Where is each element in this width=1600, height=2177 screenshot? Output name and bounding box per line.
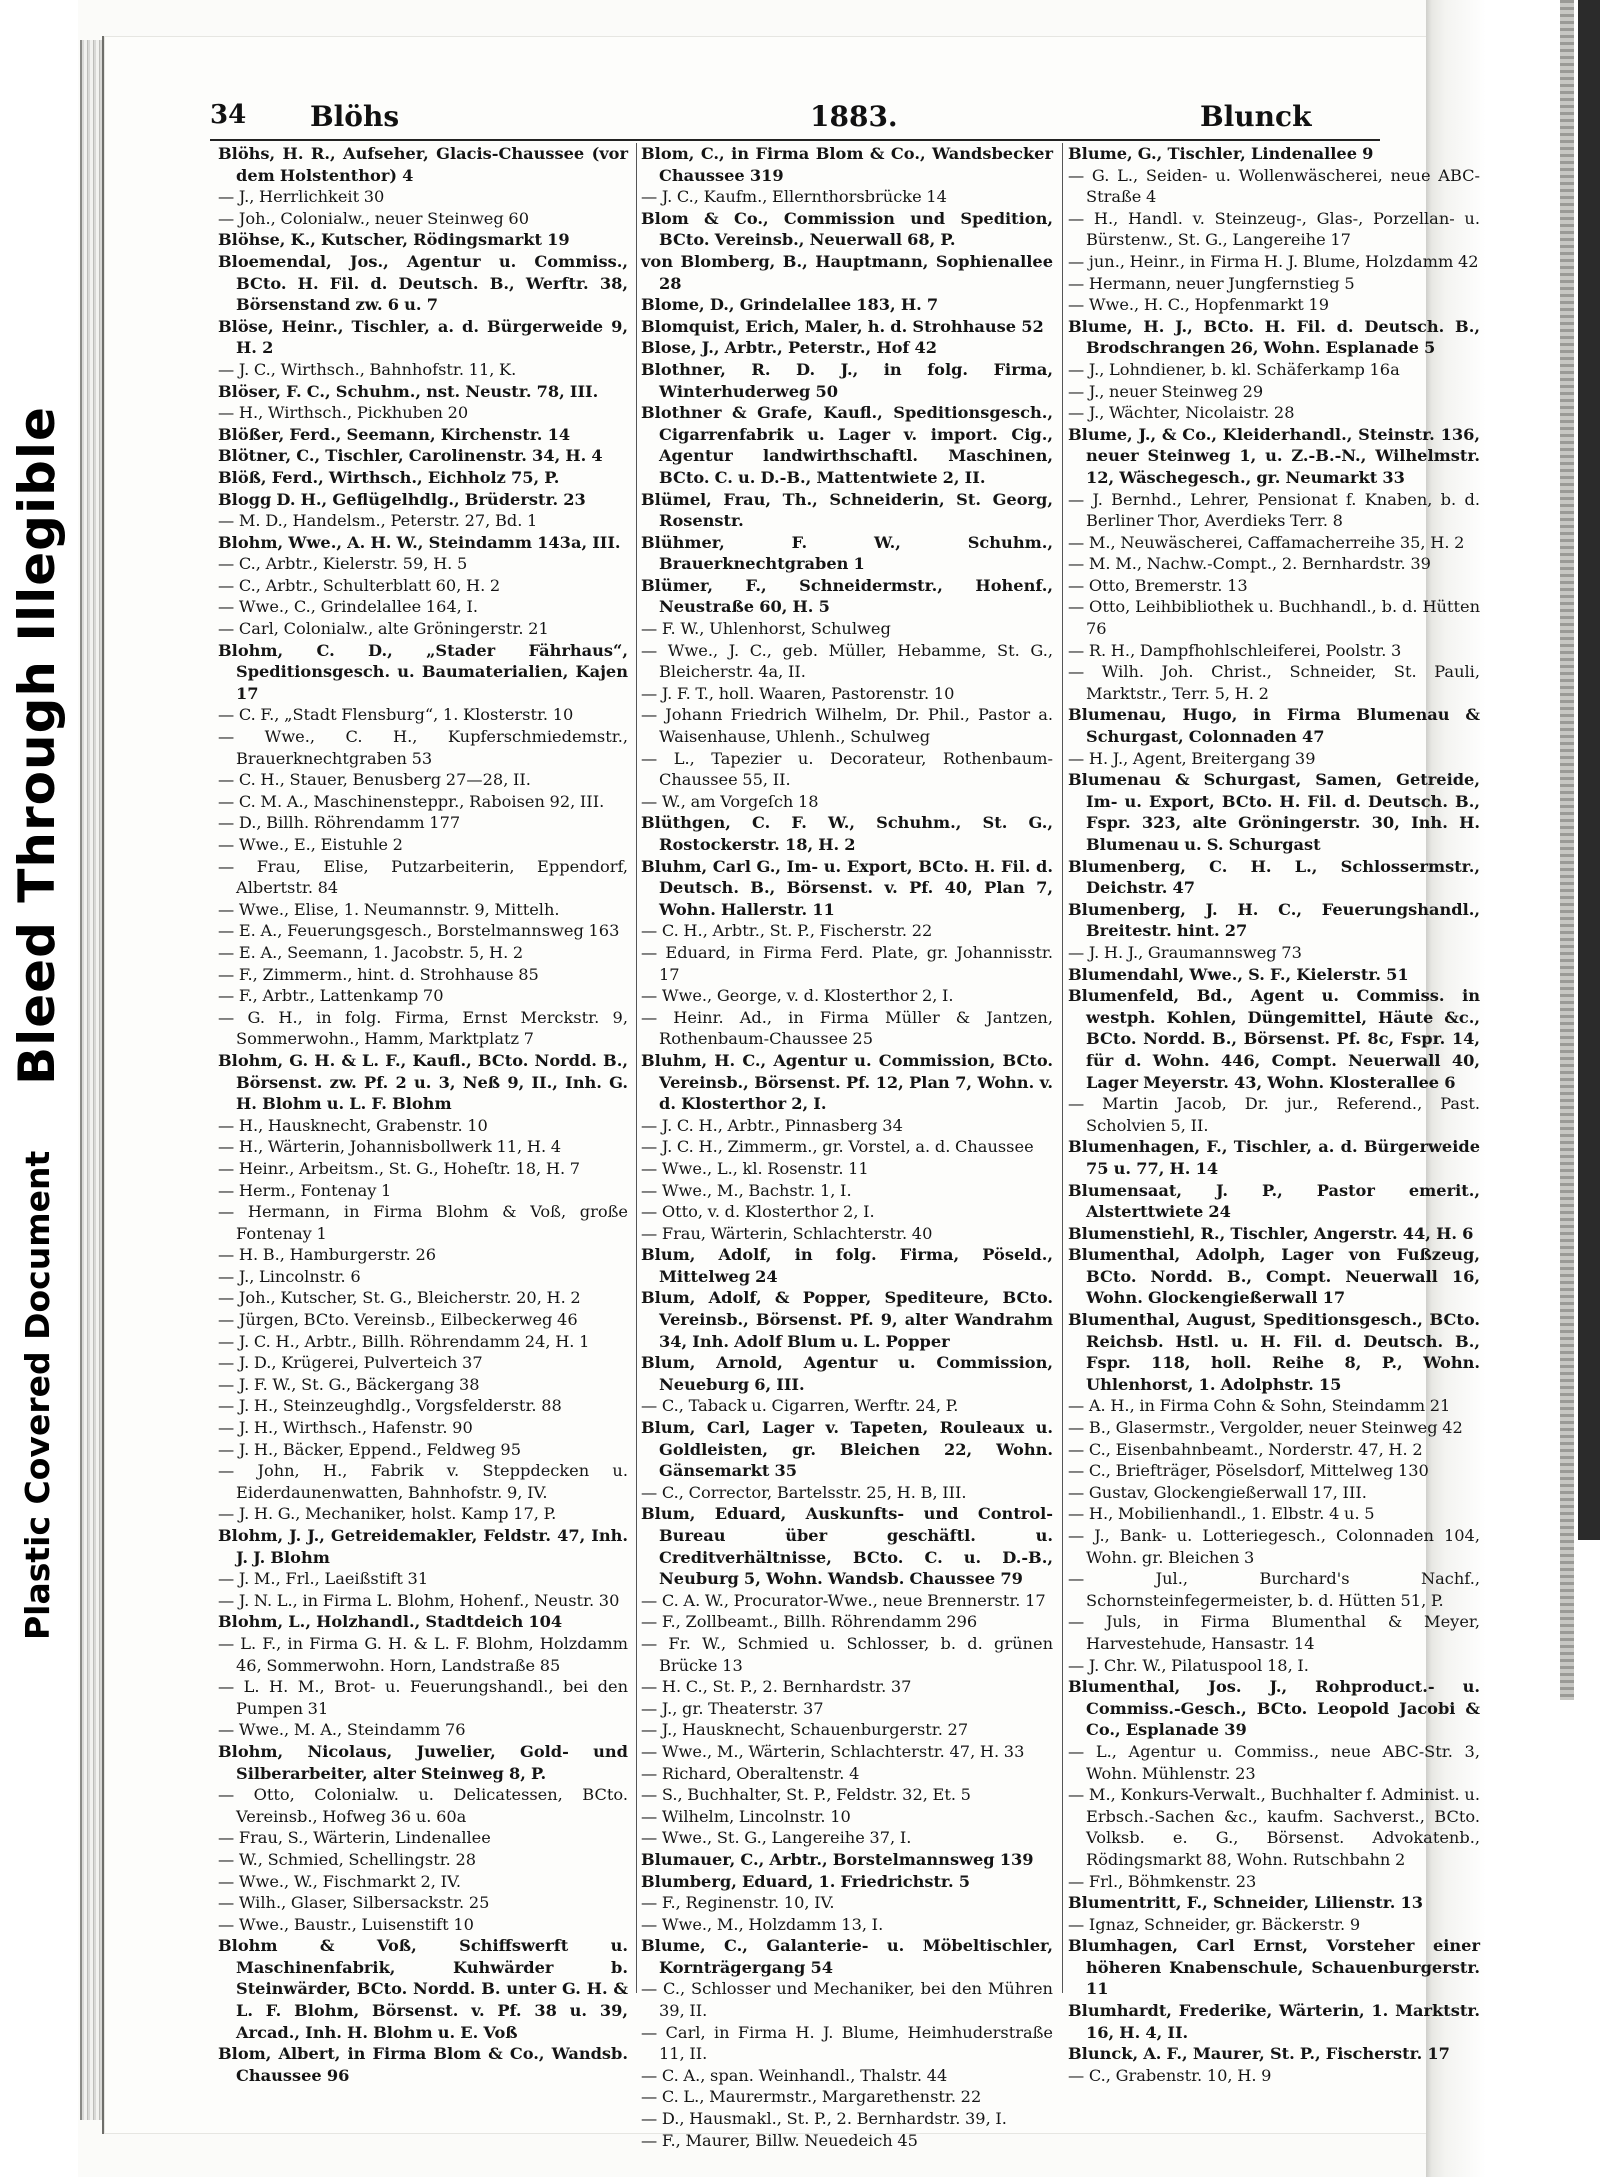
- directory-entry: — H., Wärterin, Johannisbollwerk 11, H. 4: [218, 1137, 562, 1157]
- directory-entry: Blühmer, F. W., Schuhm., Brauerknechtgraben 1: [641, 532, 1053, 574]
- directory-entry: Blumenau & Schurgast, Samen, Getreide, Im- u. Export, BCto. H. Fil. d. Deutsch. B., Fspr. 323, alte Gröningerstr. 30, Inh. H. Blumenau u. S. Schurgast: [1068, 770, 1480, 854]
- directory-entry: Blogg D. H., Geflügelhdlg., Brüderstr. 23: [218, 489, 586, 509]
- directory-entry: Blum, Eduard, Auskunfts- und Control-Bureau über geschäftl. u. Creditverhältnisse, BCto. C. u. D.-B., Neuburg 5, Wohn. Wandsb. Chaussee 79: [641, 1504, 1053, 1589]
- directory-entry: — Herm., Fontenay 1: [218, 1180, 392, 1200]
- directory-entry: — D., Hausmakl., St. P., 2. Bernhardstr. 39, I.: [641, 2109, 1007, 2129]
- directory-entry: — Wwe., Elise, 1. Neumannstr. 9, Mittelh.: [218, 899, 560, 919]
- directory-entry: Bluhm, H. C., Agentur u. Commission, BCto. Vereinsb., Börsenst. Pf. 12, Plan 7, Wohn. v. d. Klosterthor 2, I.: [641, 1050, 1053, 1114]
- directory-column-3: [1068, 143, 1480, 2085]
- directory-entry: — Wwe., C. H., Kupferschmiedemstr., Brauerknechtgraben 53: [218, 727, 628, 768]
- directory-entry: — Otto, Leihbibliothek u. Buchhandl., b. d. Hütten 76: [1068, 597, 1480, 639]
- directory-entry: — Heinr., Arbeitsm., St. G., Hoheſtr. 18, H. 7: [218, 1158, 581, 1178]
- directory-entry: — H., Wirthsch., Pickhuben 20: [218, 403, 469, 423]
- directory-entry: — J. H., Steinzeughdlg., Vorgsfelderstr. 88: [218, 1396, 562, 1416]
- directory-entry: Blume, C., Galanterie- u. Möbeltischler, Kornträgergang 54: [641, 1936, 1053, 1977]
- directory-entry: — Frau, Wärterin, Schlachterstr. 40: [641, 1223, 933, 1243]
- directory-entry: — Hermann, in Firma Blohm & Voß, große Fontenay 1: [218, 1202, 628, 1243]
- directory-entry: — C., Grabenstr. 10, H. 9: [1068, 2065, 1272, 2085]
- directory-entry: — Frl., Böhmkenstr. 23: [1068, 1871, 1257, 1891]
- directory-entry: — C., Eisenbahnbeamt., Norderstr. 47, H. 2: [1068, 1439, 1423, 1459]
- directory-entry: — B., Glasermstr., Vergolder, neuer Steinweg 42: [1068, 1418, 1463, 1438]
- directory-entry: Blumenthal, Adolph, Lager von Fußzeug, BCto. Nordd. B., Compt. Neuerwall 16, Wohn. Glockengießerwall 17: [1068, 1245, 1480, 1308]
- directory-entry: Blume, G., Tischler, Lindenallee 9: [1068, 144, 1374, 163]
- directory-entry: — Richard, Oberaltenstr. 4: [641, 1763, 860, 1783]
- directory-entry: — Jürgen, BCto. Vereinsb., Eilbeckerweg 46: [218, 1310, 578, 1330]
- directory-entry: — Johann Friedrich Wilhelm, Dr. Phil., Pastor a. Waisenhause, Uhlenh., Schulweg: [641, 705, 1053, 747]
- directory-entry: — M. M., Nachw.-Compt., 2. Bernhardstr. 39: [1068, 554, 1431, 574]
- column-divider: [1062, 143, 1063, 1993]
- directory-entry: Blohm, L., Holzhandl., Stadtdeich 104: [218, 1612, 563, 1632]
- directory-entry: — Eduard, in Firma Ferd. Plate, gr. Johannisstr. 17: [641, 942, 1053, 984]
- directory-entry: — A. H., in Firma Cohn & Sohn, Steindamm 21: [1068, 1396, 1451, 1416]
- directory-entry: — C., Arbtr., Schulterblatt 60, H. 2: [218, 575, 501, 595]
- directory-entry: Blum, Adolf, in folg. Firma, Pöseld., Mittelweg 24: [641, 1245, 1053, 1286]
- directory-entry: — Wwe., H. C., Hopfenmarkt 19: [1068, 295, 1330, 315]
- directory-entry: — J. M., Frl., Laeißstift 31: [218, 1569, 429, 1589]
- right-dark-border: [1578, 0, 1600, 1540]
- directory-entry: — jun., Heinr., in Firma H. J. Blume, Holzdamm 42: [1068, 251, 1479, 271]
- directory-entry: Bloemendal, Jos., Agentur u. Commiss., BCto. H. Fil. d. Deutsch. B., Werftr. 38, Börsenstand zw. 6 u. 7: [218, 251, 628, 315]
- directory-entry: — C. L., Maurermstr., Margarethenstr. 22: [641, 2087, 982, 2107]
- directory-entry: Blohm, Wwe., A. H. W., Steindamm 143a, III.: [218, 532, 621, 552]
- directory-entry: Blothner & Grafe, Kaufl., Speditionsgesch., Cigarrenfabrik u. Lager v. import. Cig., Agentur landwirthschaftl. Maschinen, BCto. C. u. D.-B., Mattentwiete 2, II.: [641, 403, 1053, 487]
- directory-entry: Blom, C., in Firma Blom & Co., Wandsbecker Chaussee 319: [641, 144, 1053, 185]
- directory-entry: — C. A. W., Procurator-Wwe., neue Brennerstr. 17: [641, 1590, 1046, 1610]
- directory-entry: Blumenthal, August, Speditionsgesch., BCto. Reichsb. Hstl. u. H. Fil. d. Deutsch. B., Fspr. 118, holl. Reihe 8, P., Wohn. Uhlenhorst, 1. Adolphstr. 15: [1068, 1310, 1480, 1394]
- directory-entry: — D., Billh. Röhrendamm 177: [218, 813, 461, 833]
- directory-entry: Blumenberg, C. H. L., Schlossermstr., Deichstr. 47: [1068, 856, 1480, 898]
- directory-entry: — Wwe., W., Fischmarkt 2, IV.: [218, 1871, 461, 1891]
- directory-entry: — W., Schmied, Schellingstr. 28: [218, 1849, 477, 1869]
- directory-entry: — J. Chr. W., Pilatuspool 18, I.: [1068, 1655, 1309, 1675]
- directory-entry: — J., Lincolnstr. 6: [218, 1266, 361, 1286]
- directory-entry: Blume, H. J., BCto. H. Fil. d. Deutsch. B., Brodschrangen 26, Wohn. Esplanade 5: [1068, 316, 1480, 358]
- directory-entry: — J., Hausknecht, Schauenburgerstr. 27: [641, 1720, 969, 1740]
- directory-entry: Blume, J., & Co., Kleiderhandl., Steinstr. 136, neuer Steinweg 1, u. Z.-B.-N., Wilhelmstr. 12, Wäschegesch., gr. Neumarkt 33: [1068, 424, 1480, 487]
- directory-entry: — J., neuer Steinweg 29: [1068, 381, 1264, 401]
- directory-entry: — C., Arbtr., Kielerstr. 59, H. 5: [218, 554, 468, 574]
- directory-entry: — H., Mobilienhandl., 1. Elbstr. 4 u. 5: [1068, 1504, 1375, 1524]
- directory-entry: — Martin Jacob, Dr. jur., Referend., Past. Scholvien 5, II.: [1068, 1094, 1480, 1135]
- directory-entry: — Hermann, neuer Jungfernstieg 5: [1068, 273, 1355, 293]
- directory-entry: — J. H., Bäcker, Eppend., Feldweg 95: [218, 1439, 522, 1459]
- directory-entry: — Wilh., Glaser, Silbersackstr. 25: [218, 1893, 490, 1913]
- directory-entry: Blohm, G. H. & L. F., Kaufl., BCto. Nordd. B., Börsenst. zw. Pf. 2 u. 3, Neß 9, II., Inh. G. H. Blohm u. L. F. Blohm: [218, 1050, 628, 1114]
- directory-entry: — L., Agentur u. Commiss., neue ABC-Str. 3, Wohn. Mühlenstr. 23: [1068, 1741, 1480, 1783]
- directory-entry: Bluhm, Carl G., Im- u. Export, BCto. H. Fil. d. Deutsch. B., Börsenst. v. Pf. 40, Plan 7, Wohn. Hallerstr. 11: [641, 856, 1053, 919]
- directory-entry: Blom & Co., Commission und Spedition, BCto. Vereinsb., Neuerwall 68, P.: [641, 208, 1053, 250]
- directory-entry: — J., Lohndiener, b. kl. Schäferkamp 16a: [1068, 359, 1400, 379]
- directory-entry: — H. J., Agent, Breitergang 39: [1068, 748, 1316, 768]
- directory-column-1: [218, 143, 628, 2085]
- directory-entry: — F., Zollbeamt., Billh. Röhrendamm 296: [641, 1612, 978, 1632]
- page-number: 34: [210, 100, 247, 130]
- directory-entry: Blothner, R. D. J., in folg. Firma, Winterhuderweg 50: [641, 359, 1053, 401]
- directory-entry: — J., Wächter, Nicolaistr. 28: [1068, 403, 1295, 423]
- directory-entry: — L. H. M., Brot- u. Feuerungshandl., bei den Pumpen 31: [218, 1677, 628, 1718]
- book-page-edge: [80, 40, 104, 2120]
- directory-entry: — Wwe., M., Wärterin, Schlachterstr. 47, H. 33: [641, 1741, 1025, 1761]
- directory-entry: — C. M. A., Maschinensteppr., Raboisen 92, III.: [218, 791, 605, 811]
- directory-entry: Blümer, F., Schneidermstr., Hohenf., Neustraße 60, H. 5: [641, 575, 1053, 617]
- directory-entry: Blom, Albert, in Firma Blom & Co., Wandsb. Chaussee 96: [218, 2044, 628, 2085]
- directory-entry: Blumenhagen, F., Tischler, a. d. Bürgerweide 75 u. 77, H. 14: [1068, 1137, 1480, 1178]
- directory-entry: — Carl, in Firma H. J. Blume, Heimhuderstraße 11, II.: [641, 2022, 1053, 2064]
- directory-entry: — E. A., Seemann, 1. Jacobstr. 5, H. 2: [218, 942, 524, 962]
- directory-entry: — F. W., Uhlenhorst, Schulweg: [641, 619, 891, 639]
- directory-entry: — H., Hausknecht, Grabenstr. 10: [218, 1115, 488, 1135]
- directory-entry: — Joh., Colonialw., neuer Steinweg 60: [218, 208, 529, 228]
- directory-entry: — C. H., Arbtr., St. P., Fischerstr. 22: [641, 921, 933, 941]
- directory-entry: — Carl, Colonialw., alte Gröningerstr. 21: [218, 619, 549, 639]
- directory-entry: — Otto, Bremerstr. 13: [1068, 575, 1248, 595]
- directory-entry: Blumensaat, J. P., Pastor emerit., Alsterttwiete 24: [1068, 1180, 1480, 1222]
- header-rule: [210, 139, 1380, 141]
- directory-entry: — Frau, S., Wärterin, Lindenallee: [218, 1828, 491, 1848]
- directory-entry: Blumenstiehl, R., Tischler, Angerstr. 44, H. 6: [1068, 1223, 1474, 1243]
- directory-entry: von Blomberg, B., Hauptmann, Sophienallee 28: [641, 251, 1053, 293]
- directory-entry: — C., Briefträger, Pöselsdorf, Mittelweg 130: [1068, 1461, 1429, 1481]
- directory-entry: — M. D., Handelsm., Peterstr. 27, Bd. 1: [218, 511, 538, 531]
- directory-entry: — John, H., Fabrik v. Steppdecken u. Eiderdaunenwatten, Bahnhofstr. 9, IV.: [218, 1461, 628, 1502]
- directory-entry: — Frau, Elise, Putzarbeiterin, Eppendorf, Albertstr. 84: [218, 856, 628, 898]
- directory-entry: — Wilhelm, Lincolnstr. 10: [641, 1806, 851, 1826]
- directory-entry: — M., Neuwäscherei, Caffamacherreihe 35, H. 2: [1068, 532, 1465, 552]
- directory-entry: Blunck, A. F., Maurer, St. P., Fischerstr. 17: [1068, 2044, 1450, 2064]
- directory-entry: — Juls, in Firma Blumenthal & Meyer, Harvestehude, Hansastr. 14: [1068, 1612, 1480, 1653]
- directory-entry: — R. H., Dampfhohlschleiferei, Poolstr. 3: [1068, 640, 1402, 660]
- directory-entry: — Wilh. Joh. Christ., Schneider, St. Pauli, Marktstr., Terr. 5, H. 2: [1068, 662, 1480, 703]
- directory-entry: Blum, Carl, Lager v. Tapeten, Rouleaux u. Goldleisten, gr. Bleichen 22, Wohn. Gänsemarkt 35: [641, 1418, 1053, 1481]
- directory-entry: — J. C. H., Arbtr., Billh. Röhrendamm 24, H. 1: [218, 1331, 590, 1351]
- directory-entry: — J., Bank- u. Lotteriegesch., Colonnaden 104, Wohn. gr. Bleichen 3: [1068, 1526, 1480, 1567]
- directory-entry: Blohm, J. J., Getreidemakler, Feldstr. 47, Inh. J. J. Blohm: [218, 1526, 628, 1567]
- directory-entry: — H. B., Hamburgerstr. 26: [218, 1245, 437, 1265]
- directory-entry: Blumentritt, F., Schneider, Lilienstr. 13: [1068, 1893, 1424, 1913]
- directory-entry: Blohm & Voß, Schiffswerft u. Maschinenfabrik, Kuhwärder b. Steinwärder, BCto. Nordd. B. unter G. H. & L. F. Blohm, Börsenst. v. Pf. 38 u. 39, Arcad., Inh. H. Blohm u. E. Voß: [218, 1936, 628, 2042]
- directory-entry: Blüthgen, C. F. W., Schuhm., St. G., Rostockerstr. 18, H. 2: [641, 813, 1053, 854]
- directory-entry: — J. C. H., Arbtr., Pinnasberg 34: [641, 1115, 903, 1135]
- directory-entry: Blumauer, C., Arbtr., Borstelmannsweg 139: [641, 1849, 1034, 1869]
- directory-entry: — J. H. J., Graumannsweg 73: [1068, 942, 1302, 962]
- header-left-keyword: Blöhs: [310, 100, 400, 133]
- directory-entry: — J. F. W., St. G., Bäckergang 38: [218, 1374, 480, 1394]
- directory-entry: Blum, Arnold, Agentur u. Commission, Neueburg 6, III.: [641, 1353, 1053, 1394]
- directory-entry: — J., gr. Theaterstr. 37: [641, 1698, 824, 1718]
- directory-entry: Blumenthal, Jos. J., Rohproduct.- u. Commiss.-Gesch., BCto. Leopold Jacobi & Co., Esplanade 39: [1068, 1677, 1480, 1740]
- directory-entry: Blohm, C. D., „Stader Fährhaus“, Speditionsgesch. u. Baumaterialien, Kajen 17: [218, 640, 628, 703]
- directory-entry: Blößer, Ferd., Seemann, Kirchenstr. 14: [218, 424, 571, 444]
- directory-entry: — F., Arbtr., Lattenkamp 70: [218, 986, 444, 1006]
- directory-entry: — G. H., in folg. Firma, Ernst Merckstr. 9, Sommerwohn., Hamm, Marktplatz 7: [218, 1007, 628, 1049]
- directory-entry: Blumenau, Hugo, in Firma Blumenau & Schurgast, Colonnaden 47: [1068, 705, 1480, 747]
- directory-entry: Blöß, Ferd., Wirthsch., Eichholz 75, P.: [218, 467, 560, 487]
- directory-column-2: [641, 143, 1053, 2150]
- directory-entry: — C., Taback u. Cigarren, Werftr. 24, P.: [641, 1396, 959, 1416]
- directory-entry: — G. L., Seiden- u. Wollenwäscherei, neue ABC-Straße 4: [1068, 165, 1480, 207]
- directory-entry: — J. Bernhd., Lehrer, Pensionat f. Knaben, b. d. Berliner Thor, Averdieks Terr. 8: [1068, 489, 1480, 531]
- directory-entry: — Wwe., M. A., Steindamm 76: [218, 1720, 466, 1740]
- directory-entry: — Wwe., St. G., Langereihe 37, I.: [641, 1828, 912, 1848]
- directory-entry: — Jul., Burchard's Nachf., Schornsteinfegermeister, b. d. Hütten 51, P.: [1068, 1569, 1480, 1610]
- directory-entry: — L., Tapezier u. Decorateur, Rothenbaum-Chaussee 55, II.: [641, 748, 1053, 790]
- plastic-covered-label: Plastic Covered Document: [18, 1150, 57, 1640]
- directory-entry: Blöhse, K., Kutscher, Rödingsmarkt 19: [218, 230, 570, 250]
- directory-entry: — L. F., in Firma G. H. & L. F. Blohm, Holzdamm 46, Sommerwohn. Horn, Landstraße 85: [218, 1633, 628, 1675]
- directory-entry: — J. N. L., in Firma L. Blohm, Hohenf., Neustr. 30: [218, 1590, 620, 1610]
- header-year: 1883.: [810, 100, 898, 133]
- running-header: [210, 100, 1380, 140]
- directory-entry: — Wwe., E., Eistuhle 2: [218, 835, 403, 854]
- directory-entry: — H., Handl. v. Steinzeug-, Glas-, Porzellan- u. Bürstenw., St. G., Langereihe 17: [1068, 208, 1480, 250]
- directory-entry: — J. C. H., Zimmerm., gr. Vorstel, a. d. Chaussee: [641, 1137, 1034, 1157]
- directory-entry: Blose, J., Arbtr., Peterstr., Hof 42: [641, 338, 938, 358]
- directory-entry: — C. F., „Stadt Flensburg“, 1. Klosterstr. 10: [218, 705, 574, 725]
- directory-entry: — Wwe., C., Grindelallee 164, I.: [218, 597, 479, 617]
- directory-entry: — M., Konkurs-Verwalt., Buchhalter f. Administ. u. Erbsch.-Sachen &c., kaufm. Sachverst., BCto. Volksb. e. G., Börsenst. Advokatenb., Rödingsmarkt 88, Wohn. Rutschbahn 2: [1068, 1785, 1480, 1869]
- directory-entry: — Wwe., L., kl. Rosenstr. 11: [641, 1158, 869, 1178]
- directory-entry: — Otto, Colonialw. u. Delicatessen, BCto. Vereinsb., Hofweg 36 u. 60a: [218, 1785, 628, 1826]
- directory-entry: — C. H., Stauer, Benusberg 27—28, II.: [218, 770, 531, 790]
- bleed-through-label: Bleed Through Illegible: [8, 406, 66, 1085]
- directory-entry: — J. F. T., holl. Waaren, Pastorenstr. 10: [641, 683, 955, 703]
- directory-entry: Blöse, Heinr., Tischler, a. d. Bürgerweide 9, H. 2: [218, 316, 628, 358]
- directory-entry: Blome, D., Grindelallee 183, H. 7: [641, 295, 939, 315]
- header-right-keyword: Blunck: [1200, 100, 1312, 133]
- directory-entry: Blötner, C., Tischler, Carolinenstr. 34, H. 4: [218, 446, 603, 466]
- directory-entry: — Wwe., Baustr., Luisenstift 10: [218, 1914, 474, 1934]
- directory-entry: — Wwe., M., Bachstr. 1, I.: [641, 1180, 852, 1200]
- directory-entry: — F., Maurer, Billw. Neuedeich 45: [641, 2130, 918, 2150]
- directory-entry: Blumenfeld, Bd., Agent u. Commiss. in westph. Kohlen, Düngemittel, Häute &c., BCto. Nordd. B., Börsenst. Pf. 8c, Fspr. 14, für d. Wohn. 446, Compt. Neuerwall 40, Lager Meyerstr. 43, Wohn. Klosterallee 6: [1068, 986, 1480, 1092]
- directory-entry: — F., Zimmerm., hint. d. Strohhause 85: [218, 964, 539, 984]
- directory-entry: Blumhagen, Carl Ernst, Vorsteher einer höheren Knabenschule, Schauenburgerstr. 11: [1068, 1936, 1480, 1999]
- directory-entry: — J. H. G., Mechaniker, holst. Kamp 17, P.: [218, 1504, 557, 1524]
- directory-entry: — Wwe., M., Holzdamm 13, I.: [641, 1914, 884, 1934]
- directory-entry: Blöhs, H. R., Aufseher, Glacis-Chaussee (vor dem Holstenthor) 4: [218, 144, 628, 185]
- left-margin: [0, 0, 78, 2177]
- column-divider: [636, 143, 637, 1993]
- directory-entry: — H. C., St. P., 2. Bernhardstr. 37: [641, 1677, 912, 1697]
- directory-entry: Blohm, Nicolaus, Juwelier, Gold- und Silberarbeiter, alter Steinweg 8, P.: [218, 1741, 628, 1783]
- directory-entry: — J. C., Kaufm., Ellernthorsbrücke 14: [641, 187, 947, 207]
- directory-entry: Blümel, Frau, Th., Schneiderin, St. Georg, Rosenstr.: [641, 489, 1053, 531]
- directory-entry: Blomquist, Erich, Maler, h. d. Strohhause 52: [641, 316, 1044, 336]
- directory-entry: — S., Buchhalter, St. P., Feldstr. 32, Et. 5: [641, 1785, 971, 1805]
- directory-entry: — Heinr. Ad., in Firma Müller & Jantzen, Rothenbaum-Chaussee 25: [641, 1007, 1053, 1049]
- directory-entry: — Joh., Kutscher, St. G., Bleicherstr. 20, H. 2: [218, 1288, 581, 1308]
- directory-entry: — Otto, v. d. Klosterthor 2, I.: [641, 1202, 875, 1222]
- directory-entry: — J. D., Krügerei, Pulverteich 37: [218, 1353, 483, 1373]
- directory-entry: — J., Herrlichkeit 30: [218, 187, 385, 207]
- directory-entry: — J. C., Wirthsch., Bahnhofstr. 11, K.: [218, 359, 517, 379]
- directory-entry: Blöser, F. C., Schuhm., nst. Neustr. 78, III.: [218, 381, 599, 401]
- directory-entry: — Wwe., J. C., geb. Müller, Hebamme, St. G., Bleicherstr. 4a, II.: [641, 640, 1053, 682]
- directory-entry: — F., Reginenstr. 10, IV.: [641, 1893, 835, 1913]
- directory-entry: Blumendahl, Wwe., S. F., Kielerstr. 51: [1068, 964, 1409, 984]
- directory-entry: Blumhardt, Frederike, Wärterin, 1. Marktstr. 16, H. 4, II.: [1068, 2001, 1480, 2042]
- directory-entry: — E. A., Feuerungsgesch., Borstelmannsweg 163: [218, 921, 620, 941]
- directory-entry: — Ignaz, Schneider, gr. Bäckerstr. 9: [1068, 1914, 1361, 1934]
- directory-entry: — C., Schlosser und Mechaniker, bei den Mühren 39, II.: [641, 1979, 1053, 2021]
- directory-entry: — J. H., Wirthsch., Hafenstr. 90: [218, 1418, 473, 1438]
- directory-entry: — W., am Vorgeſch 18: [641, 791, 819, 811]
- directory-entry: Blum, Adolf, & Popper, Spediteure, BCto. Vereinsb., Börsenst. Pf. 9, alter Wandrahm 34, Inh. Adolf Blum u. L. Popper: [641, 1288, 1053, 1351]
- directory-entry: — C., Corrector, Bartelsstr. 25, H. B, III.: [641, 1482, 967, 1502]
- directory-entry: Blumberg, Eduard, 1. Friedrichstr. 5: [641, 1871, 971, 1891]
- directory-entry: — Gustav, Glockengießerwall 17, III.: [1068, 1482, 1367, 1502]
- directory-entry: Blumenberg, J. H. C., Feuerungshandl., Breitestr. hint. 27: [1068, 899, 1480, 941]
- directory-entry: — Wwe., George, v. d. Klosterthor 2, I.: [641, 986, 954, 1006]
- directory-entry: — C. A., span. Weinhandl., Thalstr. 44: [641, 2065, 948, 2085]
- right-binding-strip: [1560, 0, 1574, 1700]
- directory-entry: — Fr. W., Schmied u. Schlosser, b. d. grünen Brücke 13: [641, 1633, 1053, 1675]
